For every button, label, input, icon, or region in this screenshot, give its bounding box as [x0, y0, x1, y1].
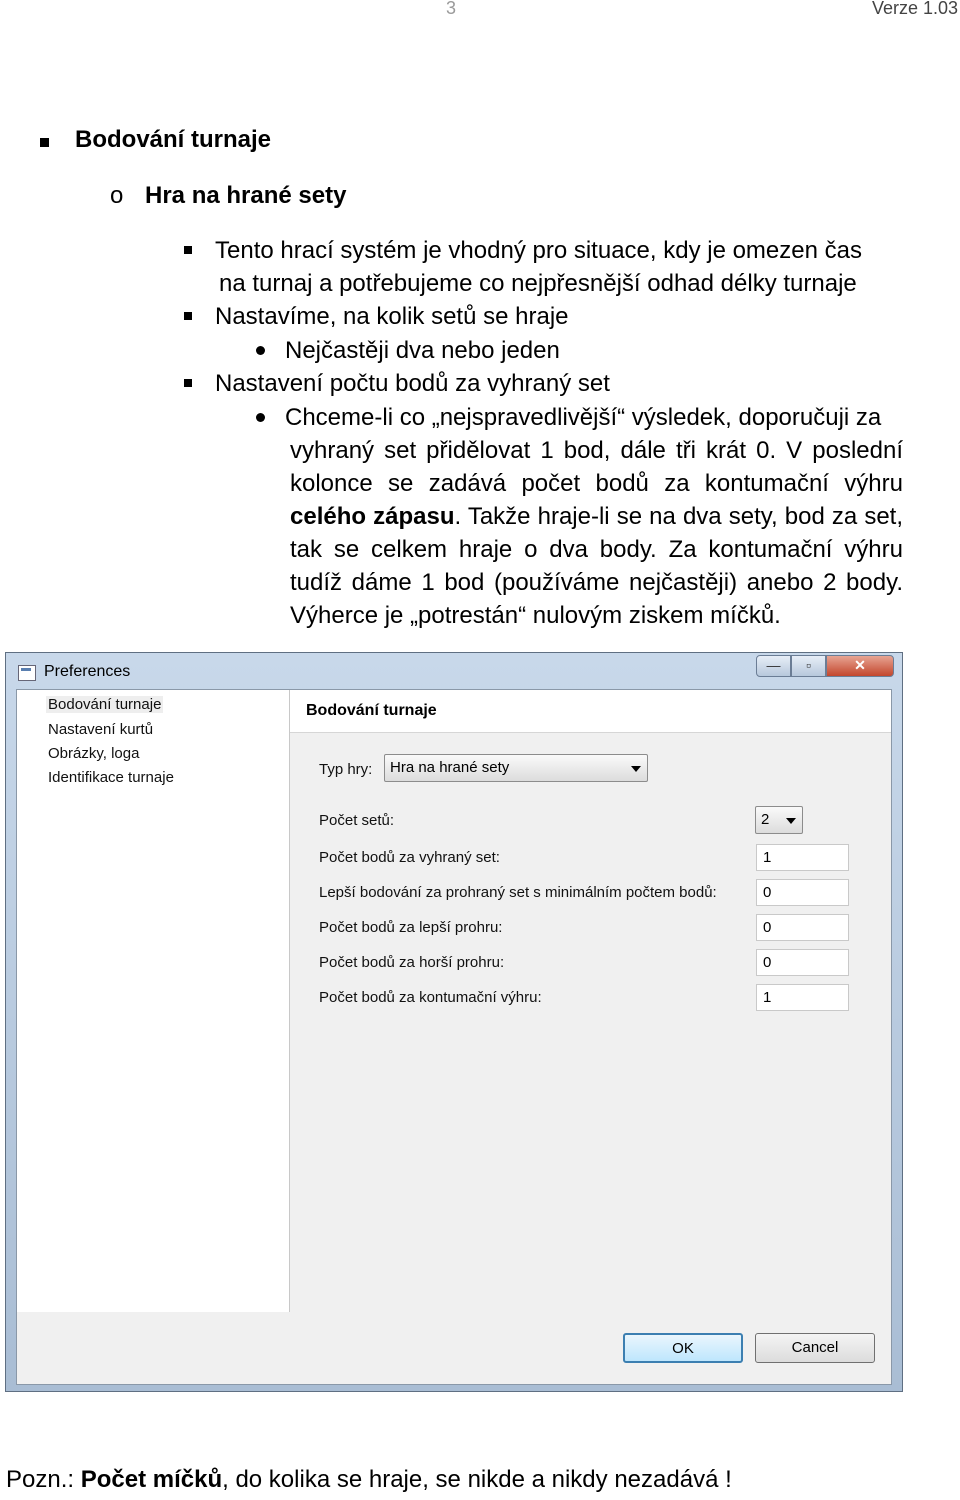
- footnote-text: , do kolika se hraje, se nikde a nikdy nezadává !: [222, 1466, 732, 1493]
- panel-title: Bodování turnaje: [306, 702, 437, 719]
- cancel-button[interactable]: Cancel: [755, 1333, 875, 1363]
- chevron-down-icon: [631, 766, 641, 772]
- bullet-text: Nastavíme, na kolik setů se hraje: [215, 303, 569, 330]
- square-bullet-icon: [184, 246, 192, 254]
- bullet-text: na turnaj a potřebujeme co nejpřesnější odhad délky turnaje: [219, 270, 857, 297]
- heading-text: Bodování turnaje: [75, 126, 272, 153]
- square-bullet-icon: [40, 138, 49, 147]
- field-label: Počet setů:: [319, 812, 395, 829]
- close-icon: ✕: [854, 657, 866, 673]
- bullet-text: Tento hrací systém je vhodný pro situace, kdy je omezen čas: [215, 237, 862, 264]
- footnote-prefix: Pozn.:: [6, 1466, 81, 1493]
- worse-loss-points-input[interactable]: 0: [756, 949, 849, 976]
- preferences-window: [5, 652, 903, 1392]
- game-type-label: Typ hry:: [319, 761, 373, 778]
- version-label: Verze 1.03: [871, 0, 958, 18]
- window-client: [16, 689, 892, 1385]
- app-icon: [18, 665, 36, 681]
- walkover-points-input[interactable]: 1: [756, 984, 849, 1011]
- game-type-select[interactable]: [384, 754, 648, 782]
- field-label: Počet bodů za lepší prohru:: [319, 919, 503, 936]
- maximize-button[interactable]: [791, 655, 826, 677]
- bullet-text: Nastavení počtu bodů za vyhraný set: [215, 370, 610, 397]
- better-loss-min-points-input[interactable]: 0: [756, 879, 849, 906]
- sub-bullet-text: Chceme-li co „nejspravedlivější“ výsledek, doporučuji za: [285, 404, 882, 431]
- minimize-button[interactable]: [756, 655, 791, 677]
- title-bar[interactable]: [6, 653, 902, 689]
- circle-bullet-icon: o: [110, 182, 124, 209]
- nav-item-identifikace[interactable]: Identifikace turnaje: [48, 769, 174, 786]
- nav-item-bodovani[interactable]: Bodování turnaje: [48, 696, 162, 713]
- game-type-value: Hra na hrané sety: [390, 759, 510, 776]
- square-bullet-icon: [184, 312, 192, 320]
- maximize-icon: ▫: [806, 657, 811, 673]
- dot-bullet-icon: [256, 413, 265, 422]
- minimize-icon: —: [766, 657, 781, 673]
- square-bullet-icon: [184, 379, 192, 387]
- close-button[interactable]: [826, 655, 894, 677]
- paragraph-text: vyhraný set přidělovat 1 bod, dále tři krát 0. V poslední kolonce se zadává počet bodů za kontumační výhru: [290, 437, 903, 497]
- points-won-set-input[interactable]: 1: [756, 844, 849, 871]
- subheading-text: Hra na hrané sety: [145, 182, 347, 209]
- panel-header: [290, 690, 891, 733]
- field-label: Počet bodů za kontumační výhru:: [319, 989, 542, 1006]
- sub-bullet-paragraph: [290, 434, 903, 632]
- chevron-down-icon: [786, 818, 796, 824]
- dot-bullet-icon: [256, 346, 265, 355]
- nav-item-obrazky[interactable]: Obrázky, loga: [48, 745, 140, 762]
- window-title: Preferences: [44, 663, 131, 680]
- better-loss-points-input[interactable]: 0: [756, 914, 849, 941]
- field-label: Počet bodů za horší prohru:: [319, 954, 505, 971]
- paragraph-bold: celého zápasu: [290, 503, 455, 530]
- footnote: [6, 1466, 732, 1494]
- field-label: Počet bodů za vyhraný set:: [319, 849, 500, 866]
- settings-nav: [17, 690, 290, 1312]
- sub-bullet-text: Nejčastěji dva nebo jeden: [285, 337, 560, 364]
- page-number: 3: [446, 0, 457, 18]
- ok-button[interactable]: OK: [623, 1333, 743, 1363]
- paragraph-text: . Takže hraje-li se na dva sety, bod za set, tak se celkem hraje o dva body. Za kontumační výhru tudíž dáme 1 bod (používáme nejčastěji) anebo 2 body. Výherce je „potrestán“ nulovým ziskem míčků.: [290, 503, 904, 629]
- sets-count-value: 2: [761, 811, 770, 828]
- sets-count-select[interactable]: [755, 806, 803, 834]
- nav-item-kurty[interactable]: Nastavení kurtů: [48, 721, 154, 738]
- footnote-bold: Počet míčků: [80, 1466, 223, 1493]
- field-label: Lepší bodování za prohraný set s minimálním počtem bodů:: [319, 884, 717, 901]
